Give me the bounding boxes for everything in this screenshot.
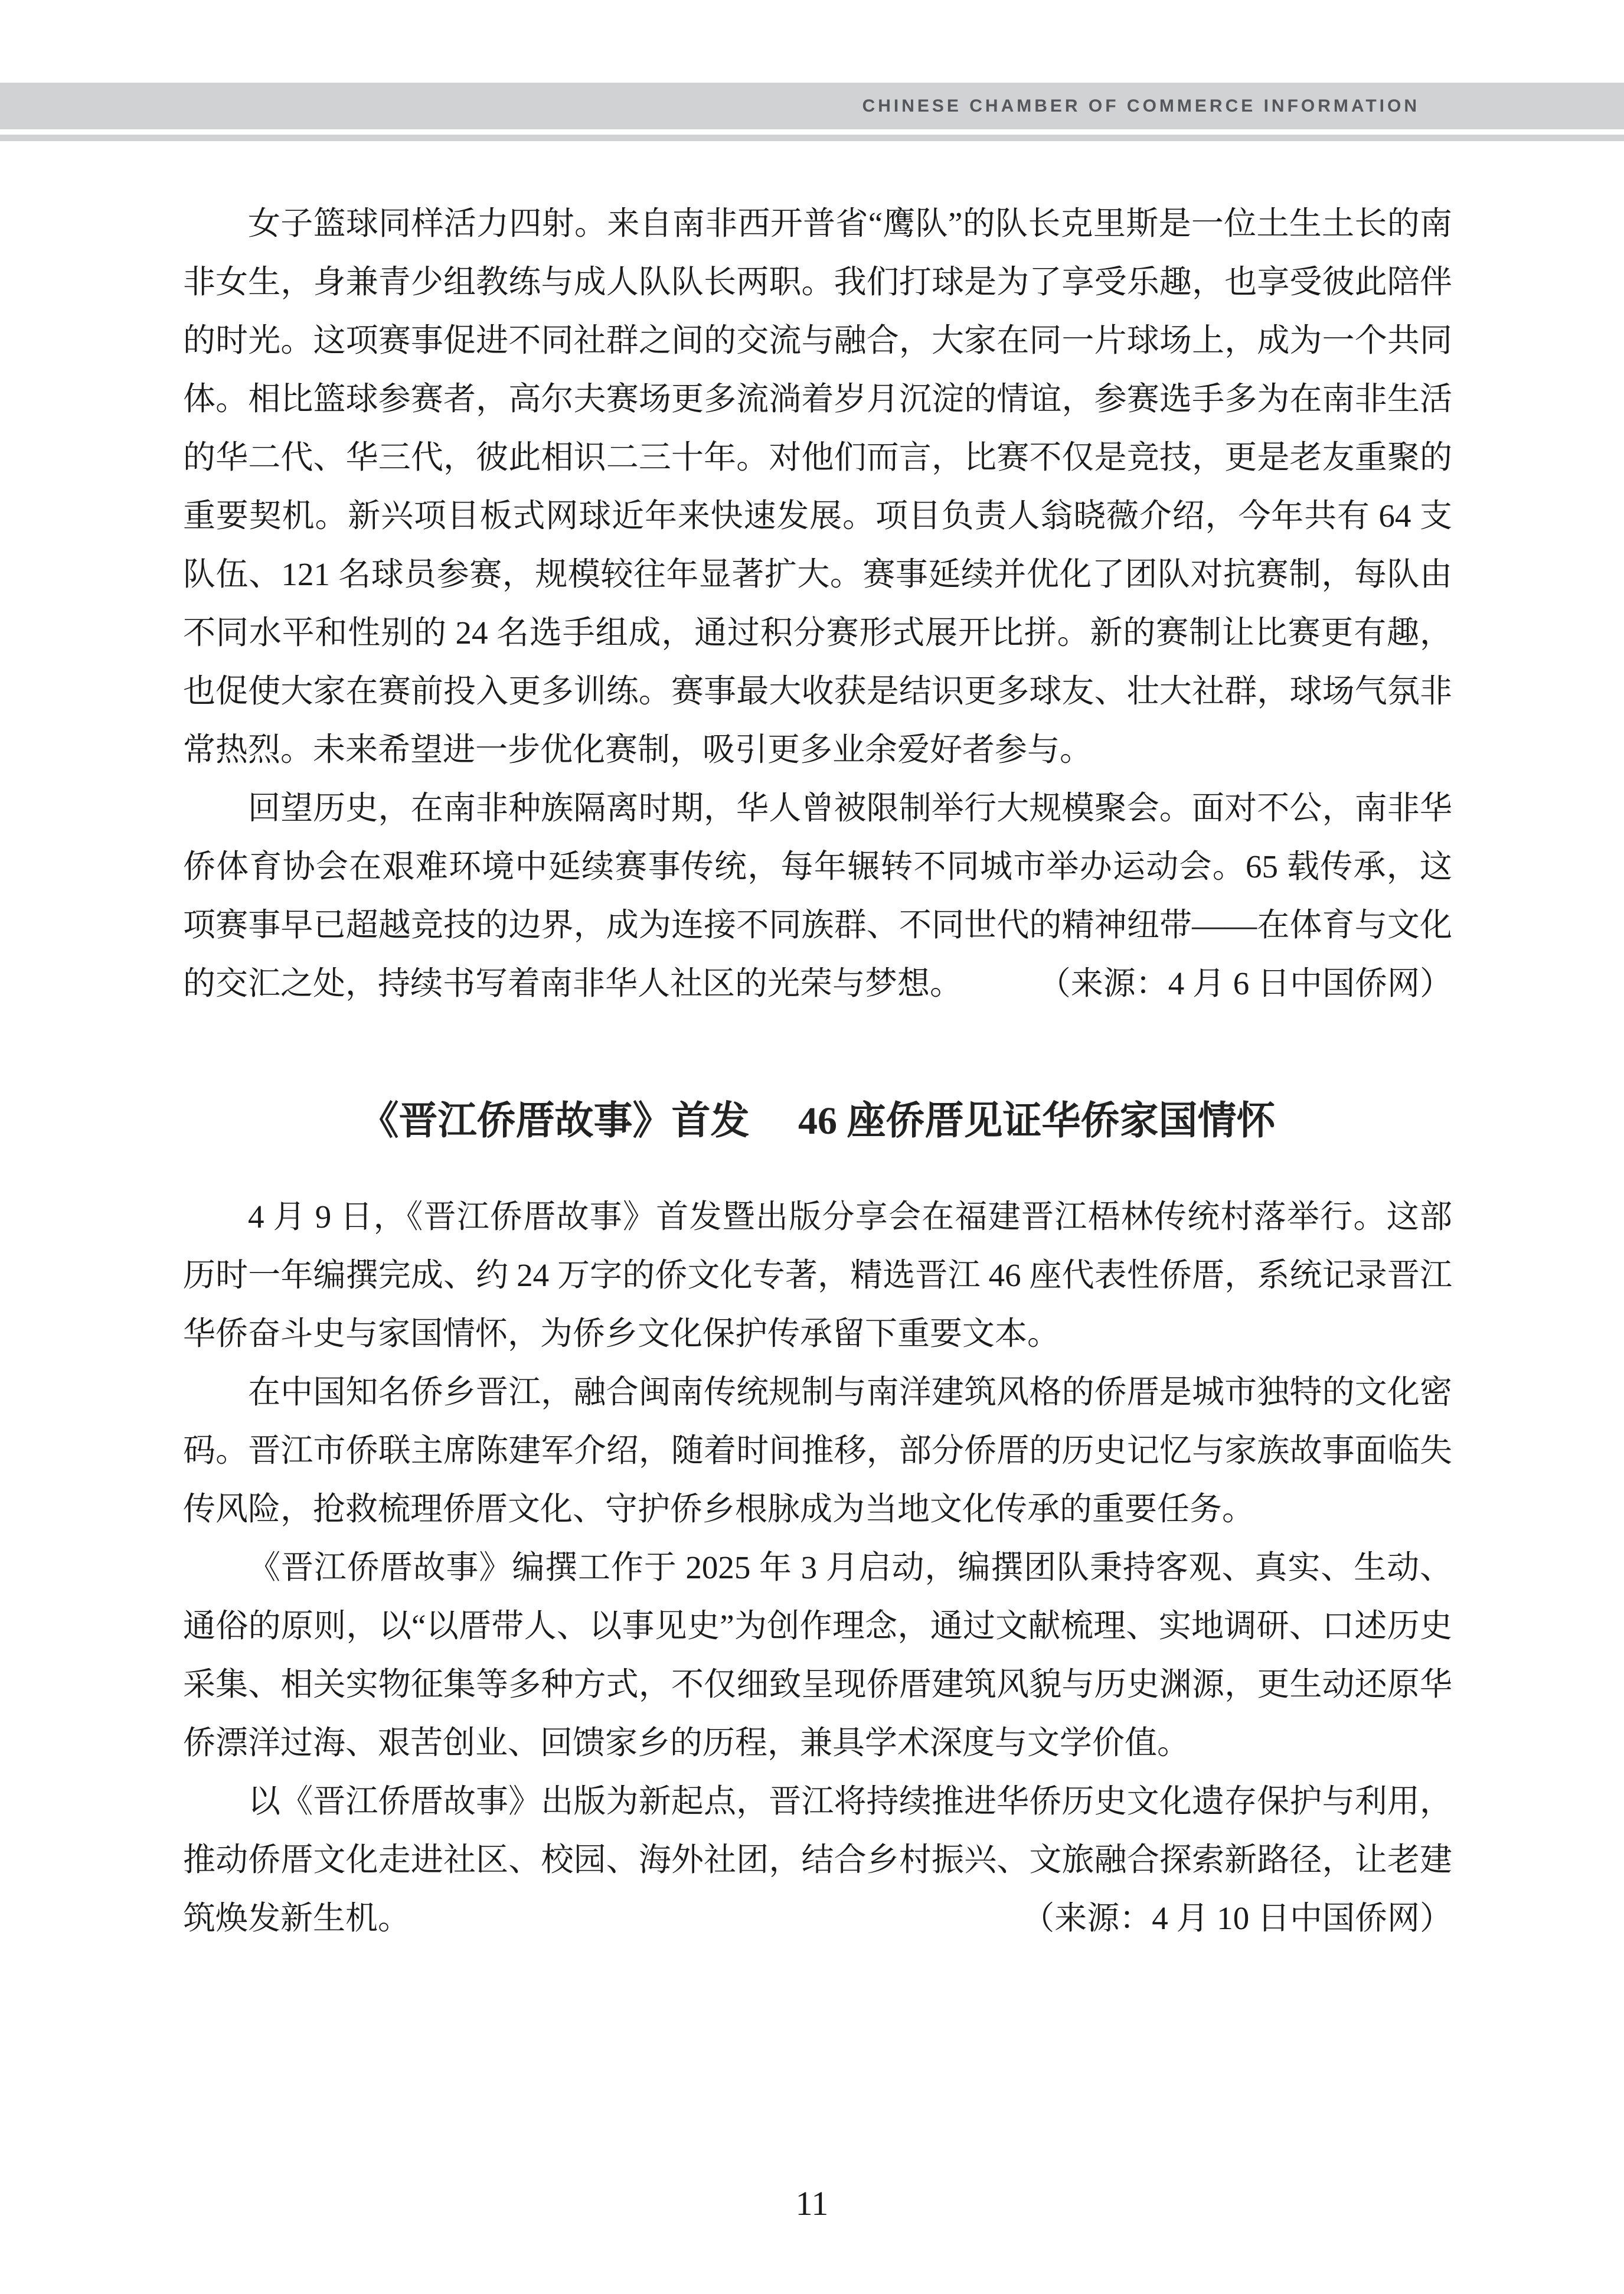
paragraph-qiaocuo-2: 在中国知名侨乡晋江，融合闽南传统规制与南洋建筑风格的侨厝是城市独特的文化密码。晋江市侨联主席陈建军介绍，随着时间推移，部分侨厝的历史记忆与家族故事面临失传风险，抢救梳理侨厝文化、守护侨乡根脉成为当地文化传承的重要任务。 xyxy=(183,1374,1452,1527)
paragraph-qiaocuo-3: 《晋江侨厝故事》编撰工作于 2025 年 3 月启动，编撰团队秉持客观、真实、生动、通俗的原则，以“以厝带人、以事见史”为创作理念，通过文献梳理、实地调研、口述历史采集、相关实物征集等多种方式，不仅细致呈现侨厝建筑风貌与历史渊源，更生动还原华侨漂洋过海、艰苦创业、回馈家乡的历程，兼具学术深度与文学价值。 xyxy=(183,1549,1452,1761)
header-title: CHINESE CHAMBER OF COMMERCE INFORMATION xyxy=(862,96,1420,116)
paragraph-text: 回望历史，在南非种族隔离时期，华人曾被限制举行大规模聚会。面对不公，南非华侨体育协会在艰难环境中延续赛事传统，每年辗转不同城市举办运动会。65 载传承，这项赛事早已超越竞技的边界，成为连接不同族群、不同世代的精神纽带——在体育与文化的交汇之处，持续书写着南非华人社区的光荣与梦想。 xyxy=(183,790,1452,1001)
paragraph-basketball-2 xyxy=(183,779,1452,1013)
paragraph-basketball-1: 女子篮球同样活力四射。来自南非西开普省“鹰队”的队长克里斯是一位土生土长的南非女生，身兼青少组教练与成人队队长两职。我们打球是为了享受乐趣，也享受彼此陪伴的时光。这项赛事促进不同社群之间的交流与融合，大家在同一片球场上，成为一个共同体。相比篮球参赛者，高尔夫赛场更多流淌着岁月沉淀的情谊，参赛选手多为在南非生活的华二代、华三代，彼此相识二三十年。对他们而言，比赛不仅是竞技，更是老友重聚的重要契机。新兴项目板式网球近年来快速发展。项目负责人翁晓薇介绍，今年共有 64 支队伍、121 名球员参赛，规模较往年显著扩大。赛事延续并优化了团队对抗赛制，每队由不同水平和性别的 24 名选手组成，通过积分赛形式展开比拼。新的赛制让比赛更有趣，也促使大家在赛前投入更多训练。赛事最大收获是结识更多球友、壮大社群，球场气氛非常热烈。未来希望进一步优化赛制，吸引更多业余爱好者参与。 xyxy=(183,205,1452,768)
paragraph-qiaocuo-4 xyxy=(183,1772,1452,1947)
paragraph-text: 以《晋江侨厝故事》出版为新起点，晋江将持续推进华侨历史文化遗存保护与利用，推动侨厝文化走进社区、校园、海外社团，结合乡村振兴、文旅融合探索新路径，让老建筑焕发新生机。 xyxy=(183,1783,1452,1936)
header-accent-strip xyxy=(0,135,1624,141)
article-basketball xyxy=(183,194,1452,1013)
source-attribution: （来源：4 月 6 日中国侨网） xyxy=(1038,965,1452,1001)
source-attribution: （来源：4 月 10 日中国侨网） xyxy=(1022,1900,1452,1936)
article-title: 《晋江侨厝故事》首发 46 座侨厝见证华侨家国情怀 xyxy=(360,1099,1276,1143)
page-content xyxy=(183,141,1452,1947)
page-header-band xyxy=(0,83,1624,129)
page-number: 11 xyxy=(795,2184,829,2223)
article-qiaocuo xyxy=(183,1089,1452,1947)
paragraph-qiaocuo-1: 4 月 9 日，《晋江侨厝故事》首发暨出版分享会在福建晋江梧林传统村落举行。这部历时一年编撰完成、约 24 万字的侨文化专著，精选晋江 46 座代表性侨厝，系统记录晋江华侨奋斗史与家国情怀，为侨乡文化保护传承留下重要文本。 xyxy=(183,1199,1452,1352)
